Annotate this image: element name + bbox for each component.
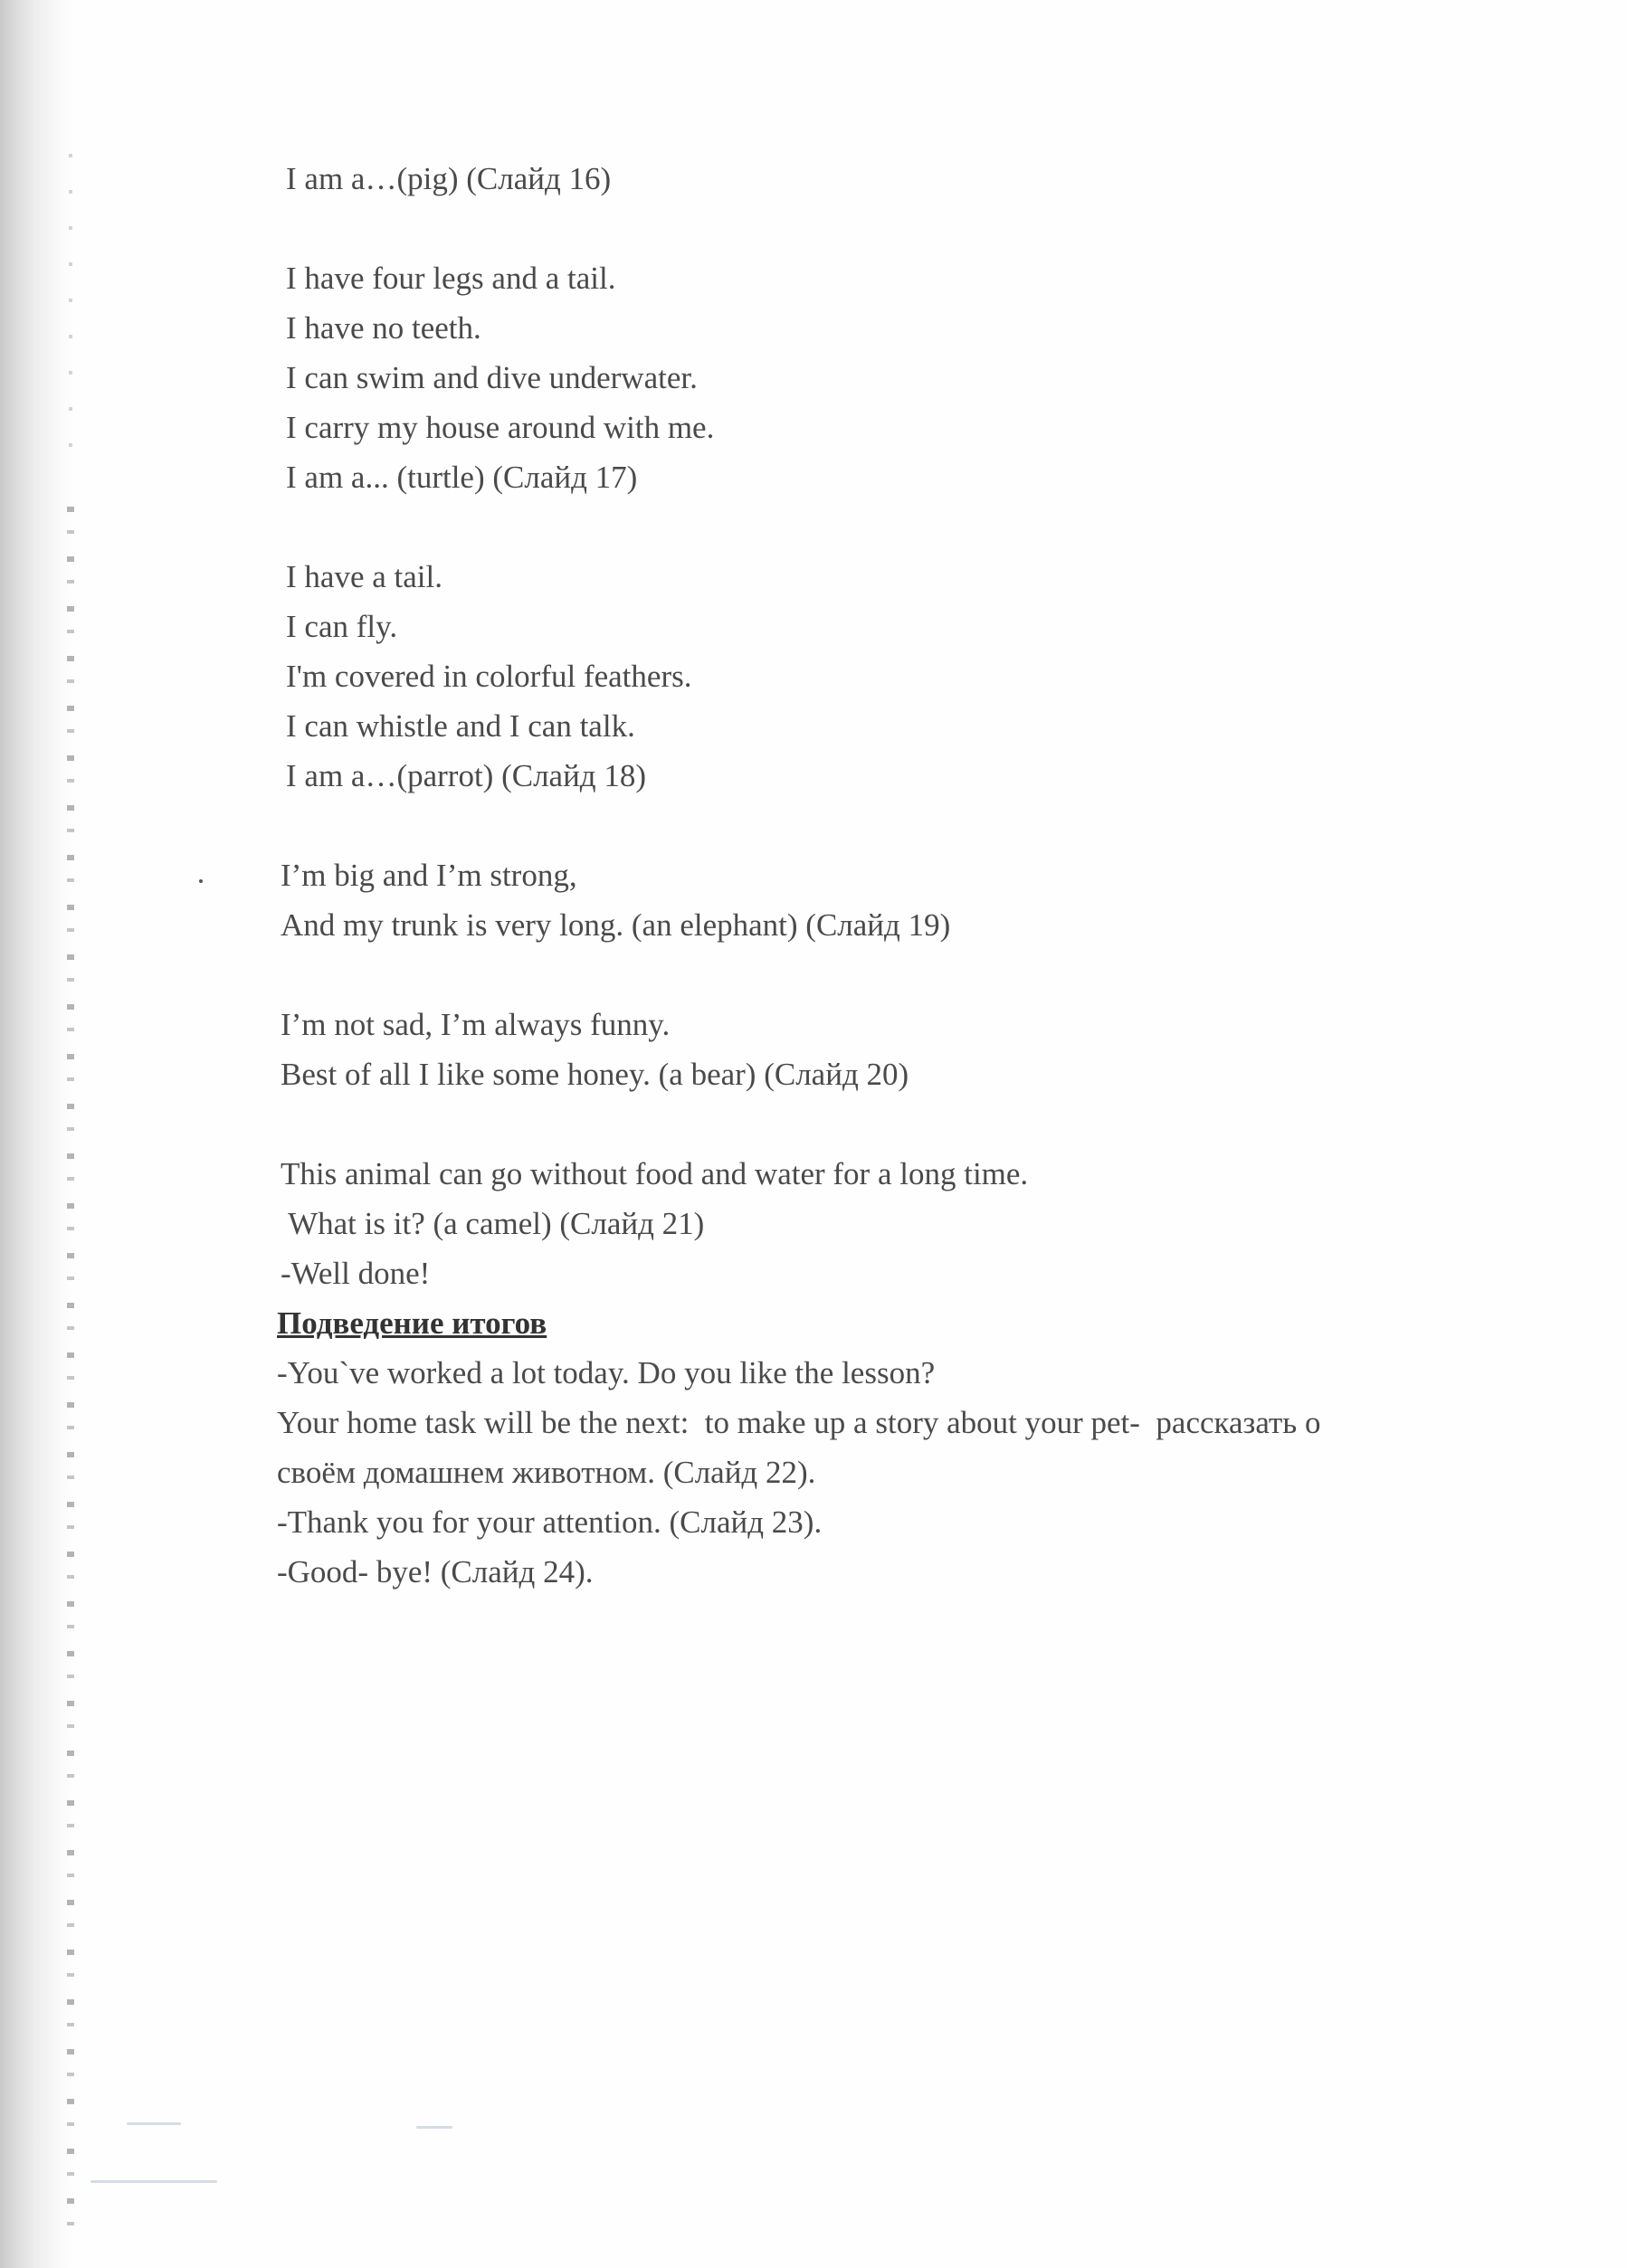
text-line: And my trunk is very long. (an elephant) (Слайд 19) bbox=[281, 907, 951, 943]
text-line: I’m not sad, I’m always funny. bbox=[281, 1007, 671, 1042]
text-line: I'm covered in colorful feathers. bbox=[286, 659, 692, 694]
riddle-turtle bbox=[277, 253, 1598, 502]
text-line: Your home task will be the next: to make up a story about your pet- рассказать о bbox=[277, 1405, 1321, 1440]
scan-smudge bbox=[127, 2122, 181, 2125]
text-line: I have a tail. bbox=[286, 559, 442, 594]
text-line: This animal can go without food and water for a long time. bbox=[281, 1156, 1029, 1191]
text-line: I carry my house around with me. bbox=[286, 410, 715, 445]
text-line: I am a... (turtle) (Слайд 17) bbox=[286, 460, 638, 495]
text-line: I can swim and dive underwater. bbox=[286, 360, 698, 395]
riddle-parrot bbox=[277, 552, 1598, 801]
document-body bbox=[277, 154, 1598, 1597]
text-line: -Good- bye! (Слайд 24). bbox=[277, 1554, 594, 1589]
stray-ink-dot bbox=[199, 879, 203, 883]
text-line: What is it? (a camel) (Слайд 21) bbox=[281, 1206, 705, 1241]
riddle-bear bbox=[277, 1000, 1598, 1099]
riddle-camel bbox=[277, 1149, 1598, 1298]
text-line: -You`ve worked a lot today. Do you like the lesson? bbox=[277, 1355, 936, 1390]
text-line: I am a…(pig) (Слайд 16) bbox=[286, 161, 612, 196]
text-line: -Well done! bbox=[281, 1256, 431, 1291]
riddle-elephant bbox=[277, 850, 1598, 950]
text-line: I have four legs and a tail. bbox=[286, 261, 616, 296]
scan-smudge bbox=[416, 2126, 452, 2129]
text-line: -Thank you for your attention. (Слайд 23). bbox=[277, 1504, 823, 1540]
summary-section bbox=[277, 1298, 1598, 1597]
text-line: своём домашнем животном. (Слайд 22). bbox=[277, 1455, 816, 1490]
text-line: I have no teeth. bbox=[286, 310, 481, 346]
riddle-pig bbox=[277, 154, 1598, 204]
text-line: I’m big and I’m strong, bbox=[281, 858, 577, 893]
text-line: I can fly. bbox=[286, 609, 398, 644]
section-heading: Подведение итогов bbox=[277, 1305, 547, 1341]
scan-smudge bbox=[90, 2180, 217, 2183]
scan-edge-shadow bbox=[0, 0, 72, 2268]
scan-edge-marks bbox=[67, 507, 74, 2225]
text-line: Best of all I like some honey. (a bear) (Слайд 20) bbox=[281, 1057, 909, 1092]
text-line: I can whistle and I can talk. bbox=[286, 708, 635, 744]
text-line: I am a…(parrot) (Слайд 18) bbox=[286, 758, 647, 793]
scan-edge-marks-top bbox=[69, 154, 72, 479]
